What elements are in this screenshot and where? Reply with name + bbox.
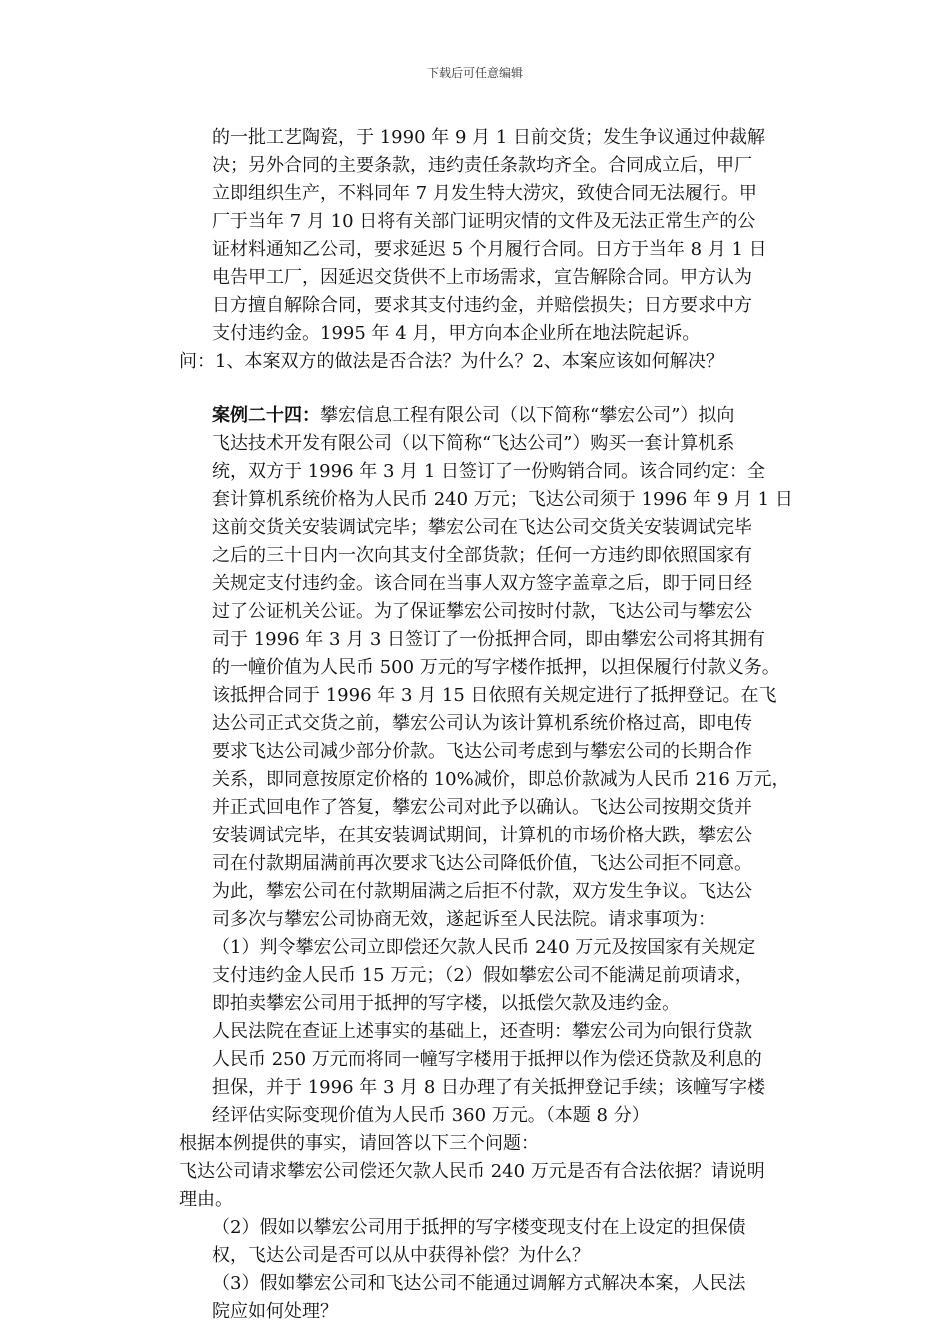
case24-first-line: [212, 402, 734, 430]
text-line: （1）判令攀宏公司立即偿还欠款人民币 240 万元及按国家有关规定: [212, 937, 756, 958]
text-line: 厂于当年 7 月 10 日将有关部门证明灾情的文件及无法正常生产的公: [212, 211, 756, 232]
text-line: 司多次与攀宏公司协商无效，遂起诉至人民法院。请求事项为：: [212, 909, 716, 930]
text-line: 司于 1996 年 3 月 3 日签订了一份抵押合同，即由攀宏公司将其拥有: [212, 629, 766, 650]
text-line: 之后的三十日内一次向其支付全部货款；任何一方违约即依照国家有: [212, 545, 752, 566]
text-line: 套计算机系统价格为人民币 240 万元；飞达公司须于 1996 年 9 月 1 日: [212, 489, 793, 510]
case24-title: 案例二十四：: [212, 405, 320, 426]
text-line: 为此，攀宏公司在付款期届满之后拒不付款，双方发生争议。飞达公: [212, 881, 752, 902]
text-line: 权，飞达公司是否可以从中获得补偿？为什么？: [212, 1245, 590, 1266]
text-line: （3）假如攀宏公司和飞达公司不能通过调解方式解决本案，人民法: [212, 1273, 746, 1294]
text-line: 飞达公司请求攀宏公司偿还欠款人民币 240 万元是否有合法依据？请说明: [179, 1161, 765, 1182]
text-line: 司在付款期届满前再次要求飞达公司降低价值，飞达公司拒不同意。: [212, 853, 752, 874]
text-line: 该抵押合同于 1996 年 3 月 15 日依照有关规定进行了抵押登记。在飞: [212, 685, 777, 706]
page-header: 下载后可任意编辑: [426, 66, 523, 80]
text-line: 决；另外合同的主要条款，违约责任条款均齐全。合同成立后，甲厂: [212, 155, 752, 176]
text-line: 支付违约金。1995 年 4 月，甲方向本企业所在地法院起诉。: [212, 323, 701, 344]
text-line: 要求飞达公司减少部分价款。飞达公司考虑到与攀宏公司的长期合作: [212, 741, 752, 762]
text-line: 的一幢价值为人民币 500 万元的写字楼作抵押，以担保履行付款义务。: [212, 657, 780, 678]
text-line: 担保，并于 1996 年 3 月 8 日办理了有关抵押登记手续；该幢写字楼: [212, 1077, 766, 1098]
text-line: 过了公证机关公证。为了保证攀宏公司按时付款，飞达公司与攀宏公: [212, 601, 752, 622]
text-line: 关系，即同意按原定价格的 10%减价，即总价款减为人民币 216 万元，: [212, 769, 790, 790]
text-line: 即拍卖攀宏公司用于抵押的写字楼，以抵偿欠款及违约金。: [212, 993, 680, 1014]
text-line: 达公司正式交货之前，攀宏公司认为该计算机系统价格过高，即电传: [212, 713, 752, 734]
text-line: 的一批工艺陶瓷，于 1990 年 9 月 1 日前交货；发生争议通过仲裁解: [212, 127, 766, 148]
case24-intro: 攀宏信息工程有限公司（以下简称“攀宏公司”）拟向: [320, 405, 735, 426]
text-line: （2）假如以攀宏公司用于抵押的写字楼变现支付在上设定的担保债: [212, 1217, 746, 1238]
text-line: 支付违约金人民币 15 万元；（2）假如攀宏公司不能满足前项请求，: [212, 965, 753, 986]
questions-intro: 根据本例提供的事实，请回答以下三个问题：: [179, 1133, 539, 1154]
text-line: 经评估实际变现价值为人民币 360 万元。（本题 8 分）: [212, 1105, 650, 1126]
text-line: 飞达技术开发有限公司（以下简称“飞达公司”）购买一套计算机系: [212, 433, 735, 454]
text-line: 院应如何处理？: [212, 1301, 338, 1322]
text-line: 关规定支付违约金。该合同在当事人双方签字盖章之后，即于同日经: [212, 573, 752, 594]
text-line: 并正式回电作了答复，攀宏公司对此予以确认。飞达公司按期交货并: [212, 797, 752, 818]
text-line: 电告甲工厂，因延迟交货供不上市场需求，宣告解除合同。甲方认为: [212, 267, 752, 288]
text-line: 立即组织生产，不料同年 7 月发生特大涝灾，致使合同无法履行。甲: [212, 183, 757, 204]
text-line: 安装调试完毕，在其安装调试期间，计算机的市场价格大跌，攀宏公: [212, 825, 752, 846]
text-line: 统，双方于 1996 年 3 月 1 日签订了一份购销合同。该合同约定：全: [212, 461, 766, 482]
text-line: 这前交货关安装调试完毕；攀宏公司在飞达公司交货关安装调试完毕: [212, 517, 752, 538]
text-line: 理由。: [179, 1189, 233, 1210]
text-line: 证材料通知乙公司，要求延迟 5 个月履行合同。日方于当年 8 月 1 日: [212, 239, 767, 260]
text-line: 日方擅自解除合同，要求其支付违约金，并赔偿损失；日方要求中方: [212, 295, 752, 316]
text-line: 人民币 250 万元而将同一幢写字楼用于抵押以作为偿还贷款及利息的: [212, 1049, 762, 1070]
text-line: 人民法院在查证上述事实的基础上，还查明：攀宏公司为向银行贷款: [212, 1021, 752, 1042]
case23-question: 问：1、本案双方的做法是否合法？为什么？2、本案应该如何解决？: [179, 351, 724, 372]
